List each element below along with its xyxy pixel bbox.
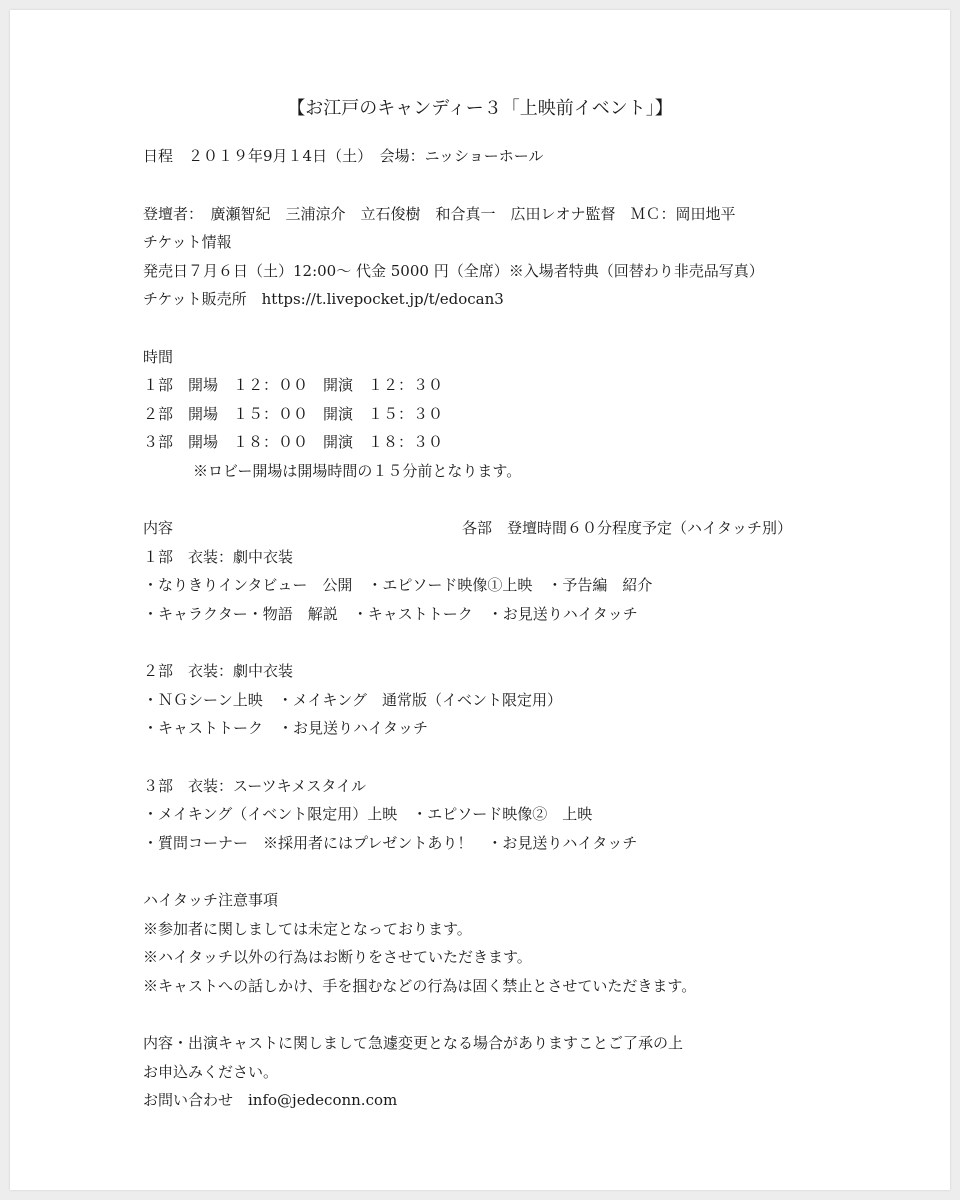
content-header: 内容 [143,519,174,537]
hightouch-note: ※ハイタッチ以外の行為はお断りをさせていただきます。 [143,948,532,966]
time-row-part1: １部 開場 １２：００ 開演 １２：３０ [143,376,444,394]
content-duration-note: 各部 登壇時間６０分程度予定（ハイタッチ別） [462,519,793,537]
part3-costume: ３部 衣装：スーツキメスタイル [143,777,367,795]
times-header: 時間 [143,348,174,366]
part3-line1: ・メイキング（イベント限定用）上映 ・エピソード映像② 上映 [143,805,593,823]
ticket-sale-info: 発売日７月６日（土）12:00～ 代金 5000 円（全席）※入場者特典（回替わり非売品写真） [143,262,764,280]
disclaimer-line2: お申込みください。 [143,1063,279,1081]
part1-costume: １部 衣装：劇中衣装 [143,548,294,566]
part2-costume: ２部 衣装：劇中衣装 [143,662,294,680]
schedule-venue: 日程 ２０１９年9月１4日（土） 会場：ニッショーホール [143,147,544,165]
contact-info: お問い合わせ info@jedeconn.com [143,1091,398,1109]
time-row-part2: ２部 開場 １５：００ 開演 １５：３０ [143,405,444,423]
time-row-part3: ３部 開場 １８：００ 開演 １８：３０ [143,433,444,451]
part1-line1: ・なりきりインタビュー 公開 ・エピソード映像①上映 ・予告編 紹介 [143,576,653,594]
disclaimer-line1: 内容・出演キャストに関しまして急遽変更となる場合がありますことご了承の上 [143,1034,684,1052]
event-title: 【お江戸のキャンディー３「上映前イベント」】 [287,98,673,119]
part1-line2: ・キャラクター・物語 解説 ・キャストトーク ・お見送りハイタッチ [143,605,638,623]
part2-line2: ・キャストトーク ・お見送りハイタッチ [143,719,429,737]
performers: 登壇者： 廣瀬智紀 三浦涼介 立石俊樹 和合真一 広田レオナ監督 ＭＣ：岡田地平 [143,205,736,223]
document-page [10,10,950,1190]
lobby-note: ※ロビー開場は開場時間の１５分前となります。 [193,462,522,480]
part3-line2: ・質問コーナー ※採用者にはプレゼントあり！ ・お見送りハイタッチ [143,834,638,852]
ticket-header: チケット情報 [143,233,232,251]
hightouch-note: ※参加者に関しましては未定となっております。 [143,920,472,938]
ticket-seller: チケット販売所 https://t.livepocket.jp/t/edocan3 [143,290,504,308]
hightouch-note: ※キャストへの話しかけ、手を掴むなどの行為は固く禁止とさせていただきます。 [143,977,697,995]
hightouch-header: ハイタッチ注意事項 [143,891,279,909]
part2-line1: ・ＮＧシーン上映 ・メイキング 通常版（イベント限定用） [143,691,562,709]
